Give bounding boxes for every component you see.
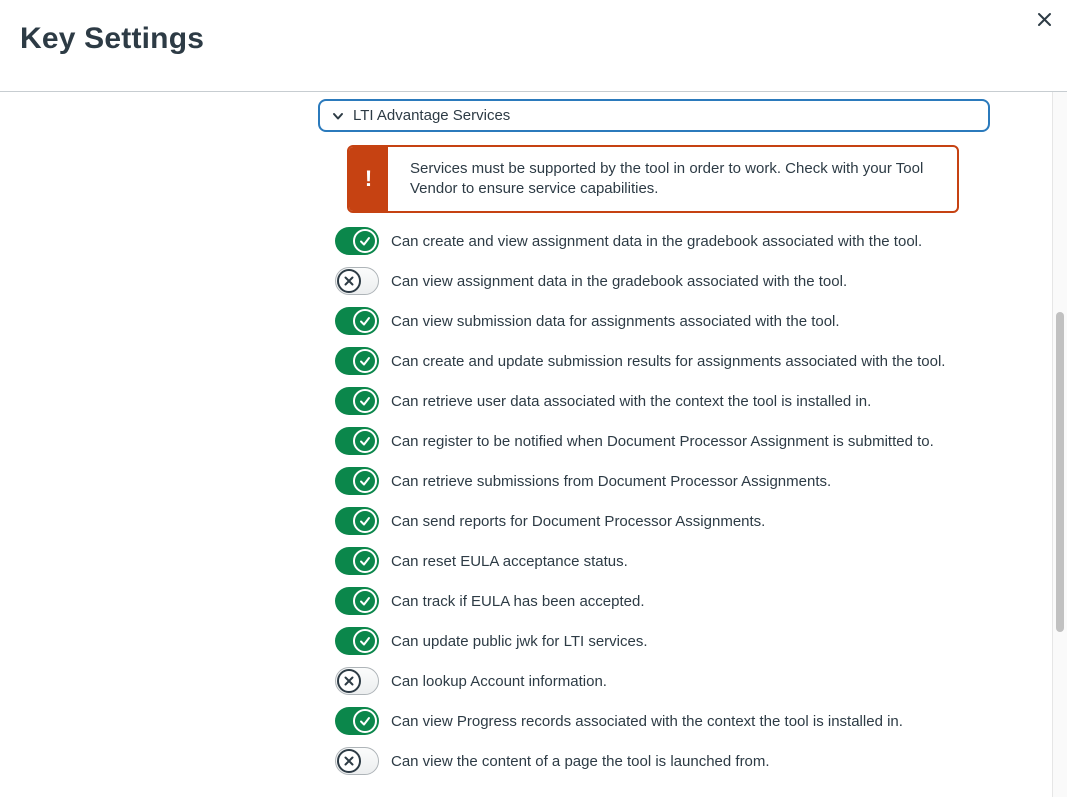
toggle-row [318, 581, 990, 621]
warning-alert [347, 145, 959, 213]
modal-header [0, 0, 1067, 91]
toggle-switch[interactable] [335, 587, 379, 615]
x-icon [343, 755, 355, 767]
toggle-row [318, 621, 990, 661]
chevron-down-icon [330, 108, 346, 124]
toggle-knob [353, 469, 377, 493]
permissions-toggle-list [318, 221, 990, 781]
check-icon [358, 434, 372, 448]
toggle-knob [337, 669, 361, 693]
toggle-row [318, 541, 990, 581]
exclamation-icon [349, 147, 388, 211]
toggle-knob [353, 549, 377, 573]
expander-label: LTI Advantage Services [353, 107, 511, 124]
toggle-label: Can view submission data for assignments associated with the tool. [391, 312, 840, 330]
alert-message: Services must be supported by the tool in order to work. Check with your Tool Vendor to ensure service capabilities. [410, 160, 924, 197]
toggle-switch[interactable] [335, 347, 379, 375]
toggle-knob [353, 429, 377, 453]
toggle-label: Can track if EULA has been accepted. [391, 592, 645, 610]
toggle-label: Can retrieve user data associated with the context the tool is installed in. [391, 392, 872, 410]
toggle-switch[interactable] [335, 667, 379, 695]
close-button[interactable] [1033, 8, 1055, 30]
toggle-switch[interactable] [335, 227, 379, 255]
toggle-knob [337, 269, 361, 293]
exclamation-glyph: ! [364, 166, 373, 191]
toggle-label: Can view Progress records associated with the context the tool is installed in. [391, 712, 903, 730]
check-icon [358, 714, 372, 728]
toggle-switch[interactable] [335, 427, 379, 455]
toggle-row [318, 741, 990, 781]
settings-content [318, 99, 990, 781]
toggle-row [318, 701, 990, 741]
toggle-row [318, 261, 990, 301]
toggle-label: Can update public jwk for LTI services. [391, 632, 648, 650]
toggle-label: Can create and view assignment data in the gradebook associated with the tool. [391, 232, 923, 250]
check-icon [358, 394, 372, 408]
toggle-knob [337, 749, 361, 773]
toggle-knob [353, 509, 377, 533]
toggle-knob [353, 709, 377, 733]
x-icon [343, 675, 355, 687]
check-icon [358, 354, 372, 368]
toggle-label: Can retrieve submissions from Document Processor Assignments. [391, 472, 832, 490]
toggle-knob [353, 349, 377, 373]
toggle-switch[interactable] [335, 307, 379, 335]
check-icon [358, 474, 372, 488]
toggle-switch[interactable] [335, 267, 379, 295]
x-icon [343, 275, 355, 287]
toggle-knob [353, 309, 377, 333]
toggle-knob [353, 389, 377, 413]
check-icon [358, 234, 372, 248]
scrollbar-track[interactable] [1052, 92, 1067, 797]
check-icon [358, 594, 372, 608]
toggle-knob [353, 229, 377, 253]
page-title: Key Settings [20, 22, 205, 55]
toggle-row [318, 421, 990, 461]
scrollbar-thumb[interactable] [1056, 312, 1064, 632]
check-icon [358, 554, 372, 568]
toggle-switch[interactable] [335, 707, 379, 735]
toggle-switch[interactable] [335, 747, 379, 775]
toggle-switch[interactable] [335, 627, 379, 655]
toggle-label: Can send reports for Document Processor Assignments. [391, 512, 766, 530]
header-divider [0, 91, 1067, 92]
check-icon [358, 314, 372, 328]
check-icon [358, 514, 372, 528]
lti-advantage-services-expander[interactable] [318, 99, 990, 132]
toggle-row [318, 381, 990, 421]
toggle-row [318, 301, 990, 341]
close-icon [1037, 12, 1052, 27]
toggle-knob [353, 589, 377, 613]
toggle-row [318, 341, 990, 381]
toggle-label: Can lookup Account information. [391, 672, 607, 690]
toggle-switch[interactable] [335, 387, 379, 415]
toggle-label: Can register to be notified when Document Processor Assignment is submitted to. [391, 432, 934, 450]
toggle-label: Can view assignment data in the gradebook associated with the tool. [391, 272, 848, 290]
toggle-switch[interactable] [335, 507, 379, 535]
toggle-label: Can reset EULA acceptance status. [391, 552, 628, 570]
toggle-label: Can create and update submission results for assignments associated with the tool. [391, 352, 946, 370]
toggle-knob [353, 629, 377, 653]
toggle-label: Can view the content of a page the tool is launched from. [391, 752, 770, 770]
toggle-switch[interactable] [335, 467, 379, 495]
toggle-row [318, 661, 990, 701]
toggle-row [318, 501, 990, 541]
toggle-row [318, 221, 990, 261]
check-icon [358, 634, 372, 648]
toggle-switch[interactable] [335, 547, 379, 575]
toggle-row [318, 461, 990, 501]
